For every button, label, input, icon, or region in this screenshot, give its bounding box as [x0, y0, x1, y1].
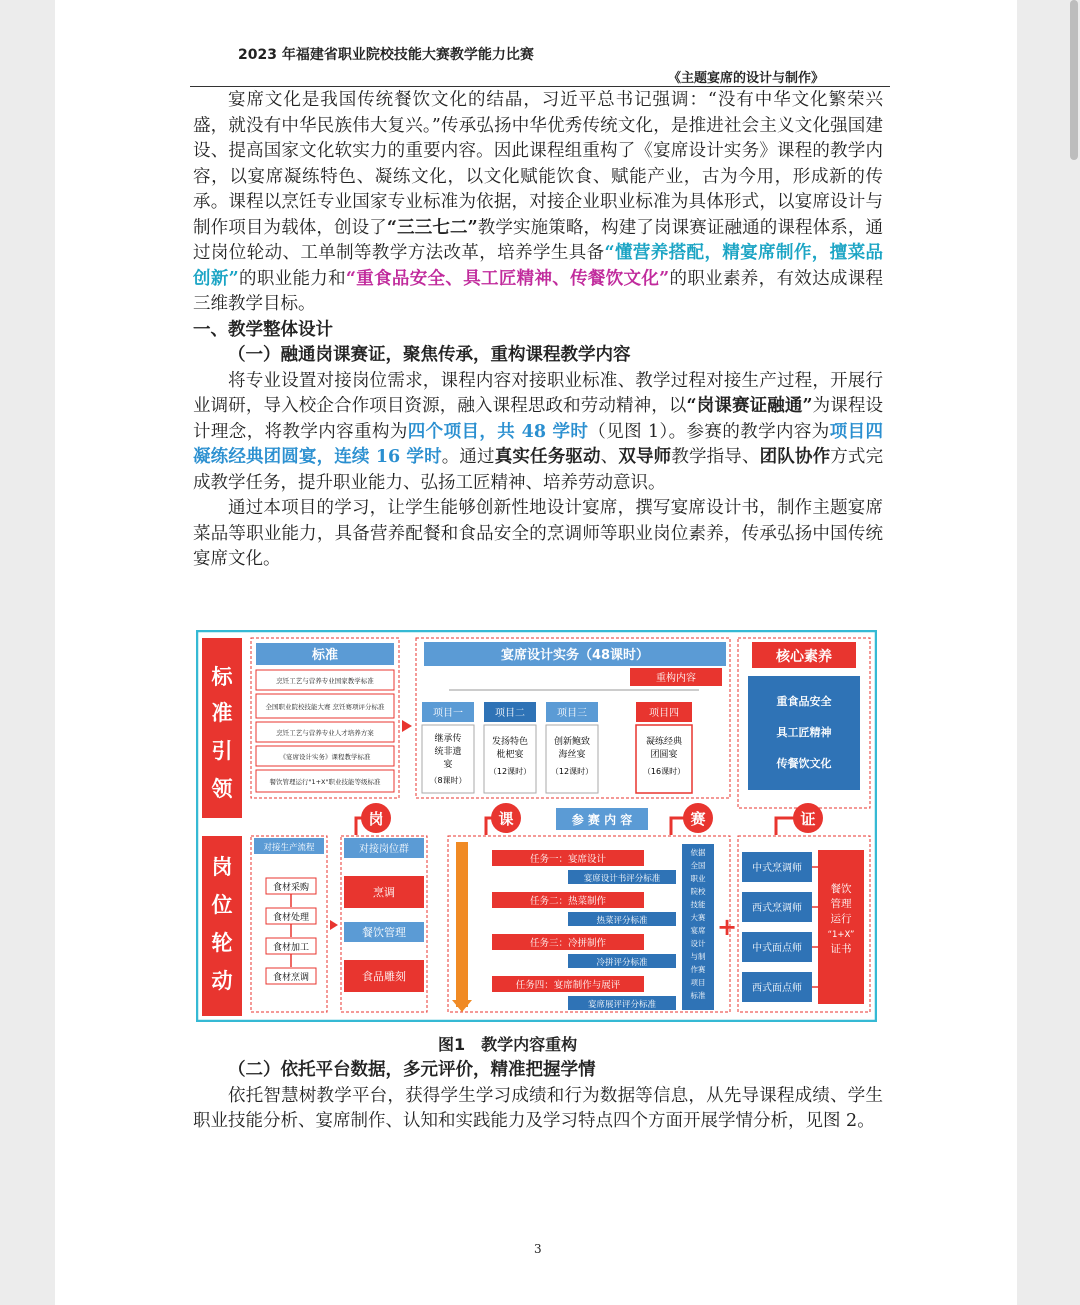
core-item: 具工匠精神	[776, 726, 832, 739]
label-zhun: 准	[211, 701, 233, 725]
process-step: 食材加工	[272, 943, 310, 953]
process-step: 食材采购	[272, 883, 310, 893]
core-item: 重食品安全	[776, 695, 832, 708]
svg-text:团圆宴: 团圆宴	[650, 750, 678, 760]
svg-text:（8课时）: （8课时）	[429, 776, 467, 785]
paragraph-3: 通过本项目的学习，让学生能够创新性地设计宴席，撰写宴席设计书，制作主题宴席菜品等职业能力，具备营养配餐和食品安全的烹调师等职业岗位素养，传承弘扬中国传统宴席文化。	[193, 498, 883, 569]
badge-gang: 岗	[368, 810, 384, 828]
badge-zheng: 证	[800, 810, 816, 828]
contest-content-label: 参 赛 内 容	[571, 813, 633, 827]
svg-text:枇杷宴: 枇杷宴	[496, 750, 524, 760]
svg-text:设计: 设计	[690, 939, 706, 948]
course-title: 宴席设计实务（48课时）	[500, 648, 650, 663]
task-1: 任务一：宴席设计	[529, 854, 607, 865]
cert-item: 西式面点师	[752, 983, 802, 994]
paragraph-2: 将专业设置对接岗位需求，课程内容对接职业标准、教学过程对接生产过程，开展行业调研，导入校企合作项目资源，融入课程思政和劳动精神，以“岗课赛证融通”为课程设计理念，将教学内容重构为四个项目，共 48 学时（见图 1）。参赛的教学内容为项目四凝练经典团圆宴，连续 16 学时。通过真实任务驱动、双导师教学指导、团队协作方式完成教学任务，提升职业能力、弘扬工匠精神、培养劳动意识。	[193, 370, 884, 493]
task-4: 任务四：宴席制作与展评	[515, 980, 621, 991]
standard-item: 烹饪工艺与营养专业人才培养方案	[276, 729, 374, 737]
figure-caption: 图1 教学内容重构	[438, 1035, 578, 1054]
svg-text:管理: 管理	[830, 898, 852, 910]
svg-text:与制: 与制	[690, 952, 706, 961]
scrollbar[interactable]	[1070, 0, 1078, 160]
label-wei: 位	[211, 893, 233, 917]
job-item: 食品雕刻	[362, 970, 406, 983]
svg-text:统非遗: 统非遗	[434, 747, 462, 757]
standard-item: 餐饮管理运行"1+X"职业技能等级标准	[269, 778, 381, 786]
section-heading: 一、教学整体设计	[193, 319, 333, 340]
page-number: 3	[534, 1242, 542, 1256]
standard-item: 《宴席设计实务》课程教学标准	[279, 753, 371, 761]
standard-item: 烹饪工艺与营养专业国家教学标准	[276, 677, 374, 685]
svg-text:凝练经典: 凝练经典	[645, 737, 683, 747]
core-item: 传餐饮文化	[776, 757, 832, 770]
svg-text:大赛: 大赛	[690, 913, 706, 922]
task-2: 任务二：热菜制作	[529, 896, 607, 907]
cert-item: 中式烹调师	[752, 863, 802, 874]
svg-text:标准: 标准	[690, 991, 706, 1000]
label-lun: 轮	[211, 931, 233, 955]
svg-text:职业: 职业	[690, 874, 706, 883]
project-3-name: 项目三	[557, 708, 587, 719]
svg-text:作赛: 作赛	[690, 965, 706, 974]
svg-text:创新鲍致: 创新鲍致	[553, 737, 591, 747]
svg-text:依据: 依据	[690, 848, 706, 857]
svg-text:发扬特色: 发扬特色	[491, 737, 529, 747]
job-item: 餐饮管理	[362, 926, 406, 939]
jobs-title: 对接岗位群	[359, 844, 409, 855]
body-text-bottom	[193, 1058, 883, 1135]
restructure-label: 重构内容	[656, 673, 696, 684]
svg-text:全国: 全国	[690, 861, 706, 870]
cert-item: 中式面点师	[752, 943, 802, 954]
intro-paragraph: 宴席文化是我国传统餐饮文化的结晶，习近平总书记强调：“没有中华文化繁荣兴盛，就没有中华民族伟大复兴。”传承弘扬中华优秀传统文化，是推进社会主义文化强国建设、提高国家文化软实力的重要内容。因此课程组重构了《宴席设计实务》课程的教学内容，以宴席凝练特色、凝练文化，以文化赋能饮食、赋能产业，古为今用，形成新的传承。课程以烹饪专业国家专业标准为依据，对接企业职业标准为具体形式，以宴席设计与制作项目为载体，创设了“三三七二”教学实施策略，构建了岗课赛证融通的课程体系，通过岗位轮动、工单制等教学方法改革，培养学生具备“懂营养搭配，精宴席制作，擅菜品创新”的职业能力和“重食品安全、具工匠精神、传餐饮文化”的职业素养，有效达成课程三维教学目标。	[193, 90, 884, 314]
svg-text:餐饮: 餐饮	[830, 883, 852, 895]
svg-text:“1+X”: “1+X”	[827, 930, 855, 940]
task-1-standard: 宴席设计书评分标准	[583, 874, 661, 884]
header-right: 《主题宴席的设计与制作》	[668, 71, 825, 86]
label-biao: 标	[211, 665, 233, 689]
svg-text:院校: 院校	[690, 887, 706, 896]
header-rule	[190, 86, 890, 87]
header-left: 2023 年福建省职业院校技能大赛教学能力比赛	[238, 47, 534, 63]
svg-text:运行: 运行	[830, 913, 852, 925]
svg-text:（12课时）: （12课时）	[488, 767, 532, 776]
label-gang: 岗	[211, 855, 233, 879]
label-yin: 引	[211, 739, 233, 763]
badge-ke: 课	[498, 810, 514, 828]
body-text-top	[193, 88, 883, 573]
cert-item: 西式烹调师	[752, 903, 802, 914]
subsection-heading-2: （二）依托平台数据，多元评价，精准把握学情	[228, 1060, 596, 1080]
task-3-standard: 冷拼评分标准	[596, 958, 648, 968]
project-4-name: 项目四	[649, 708, 679, 719]
badge-sai: 赛	[690, 810, 706, 828]
svg-text:继承传: 继承传	[434, 734, 462, 744]
process-step: 食材烹调	[272, 973, 310, 983]
task-2-standard: 热菜评分标准	[596, 916, 648, 926]
standard-item: 全国职业院校技能大赛 烹饪赛项评分标准	[265, 703, 385, 711]
project-1-name: 项目一	[433, 708, 463, 719]
svg-text:（16课时）: （16课时）	[642, 767, 686, 776]
svg-text:海丝宴: 海丝宴	[558, 750, 586, 760]
label-dong: 动	[211, 969, 233, 993]
svg-text:证书: 证书	[830, 943, 852, 955]
plus-sign: +	[716, 913, 738, 941]
standards-title: 标准	[311, 648, 339, 663]
job-item: 烹调	[373, 886, 395, 899]
subsection-heading-1: （一）融通岗课赛证，聚焦传承，重构课程教学内容	[228, 345, 631, 365]
process-title: 对接生产流程	[263, 843, 315, 853]
paragraph-4: 依托智慧树教学平台，获得学生学习成绩和行为数据等信息，从先导课程成绩、学生职业技能分析、宴席制作、认知和实践能力及学习特点四个方面开展学情分析，见图 2。	[193, 1085, 883, 1131]
core-title: 核心素养	[776, 649, 832, 665]
figure-1	[196, 630, 877, 1022]
label-ling: 领	[211, 777, 233, 801]
svg-text:宴席: 宴席	[690, 926, 706, 935]
task-4-standard: 宴席展评评分标准	[587, 1000, 657, 1010]
task-3: 任务三：冷拼制作	[529, 938, 607, 949]
svg-text:项目: 项目	[690, 978, 706, 987]
svg-text:宴: 宴	[443, 760, 453, 770]
project-2-name: 项目二	[495, 708, 525, 719]
svg-text:（12课时）: （12课时）	[550, 767, 594, 776]
process-step: 食材处理	[272, 913, 310, 923]
svg-text:技能: 技能	[690, 900, 706, 909]
